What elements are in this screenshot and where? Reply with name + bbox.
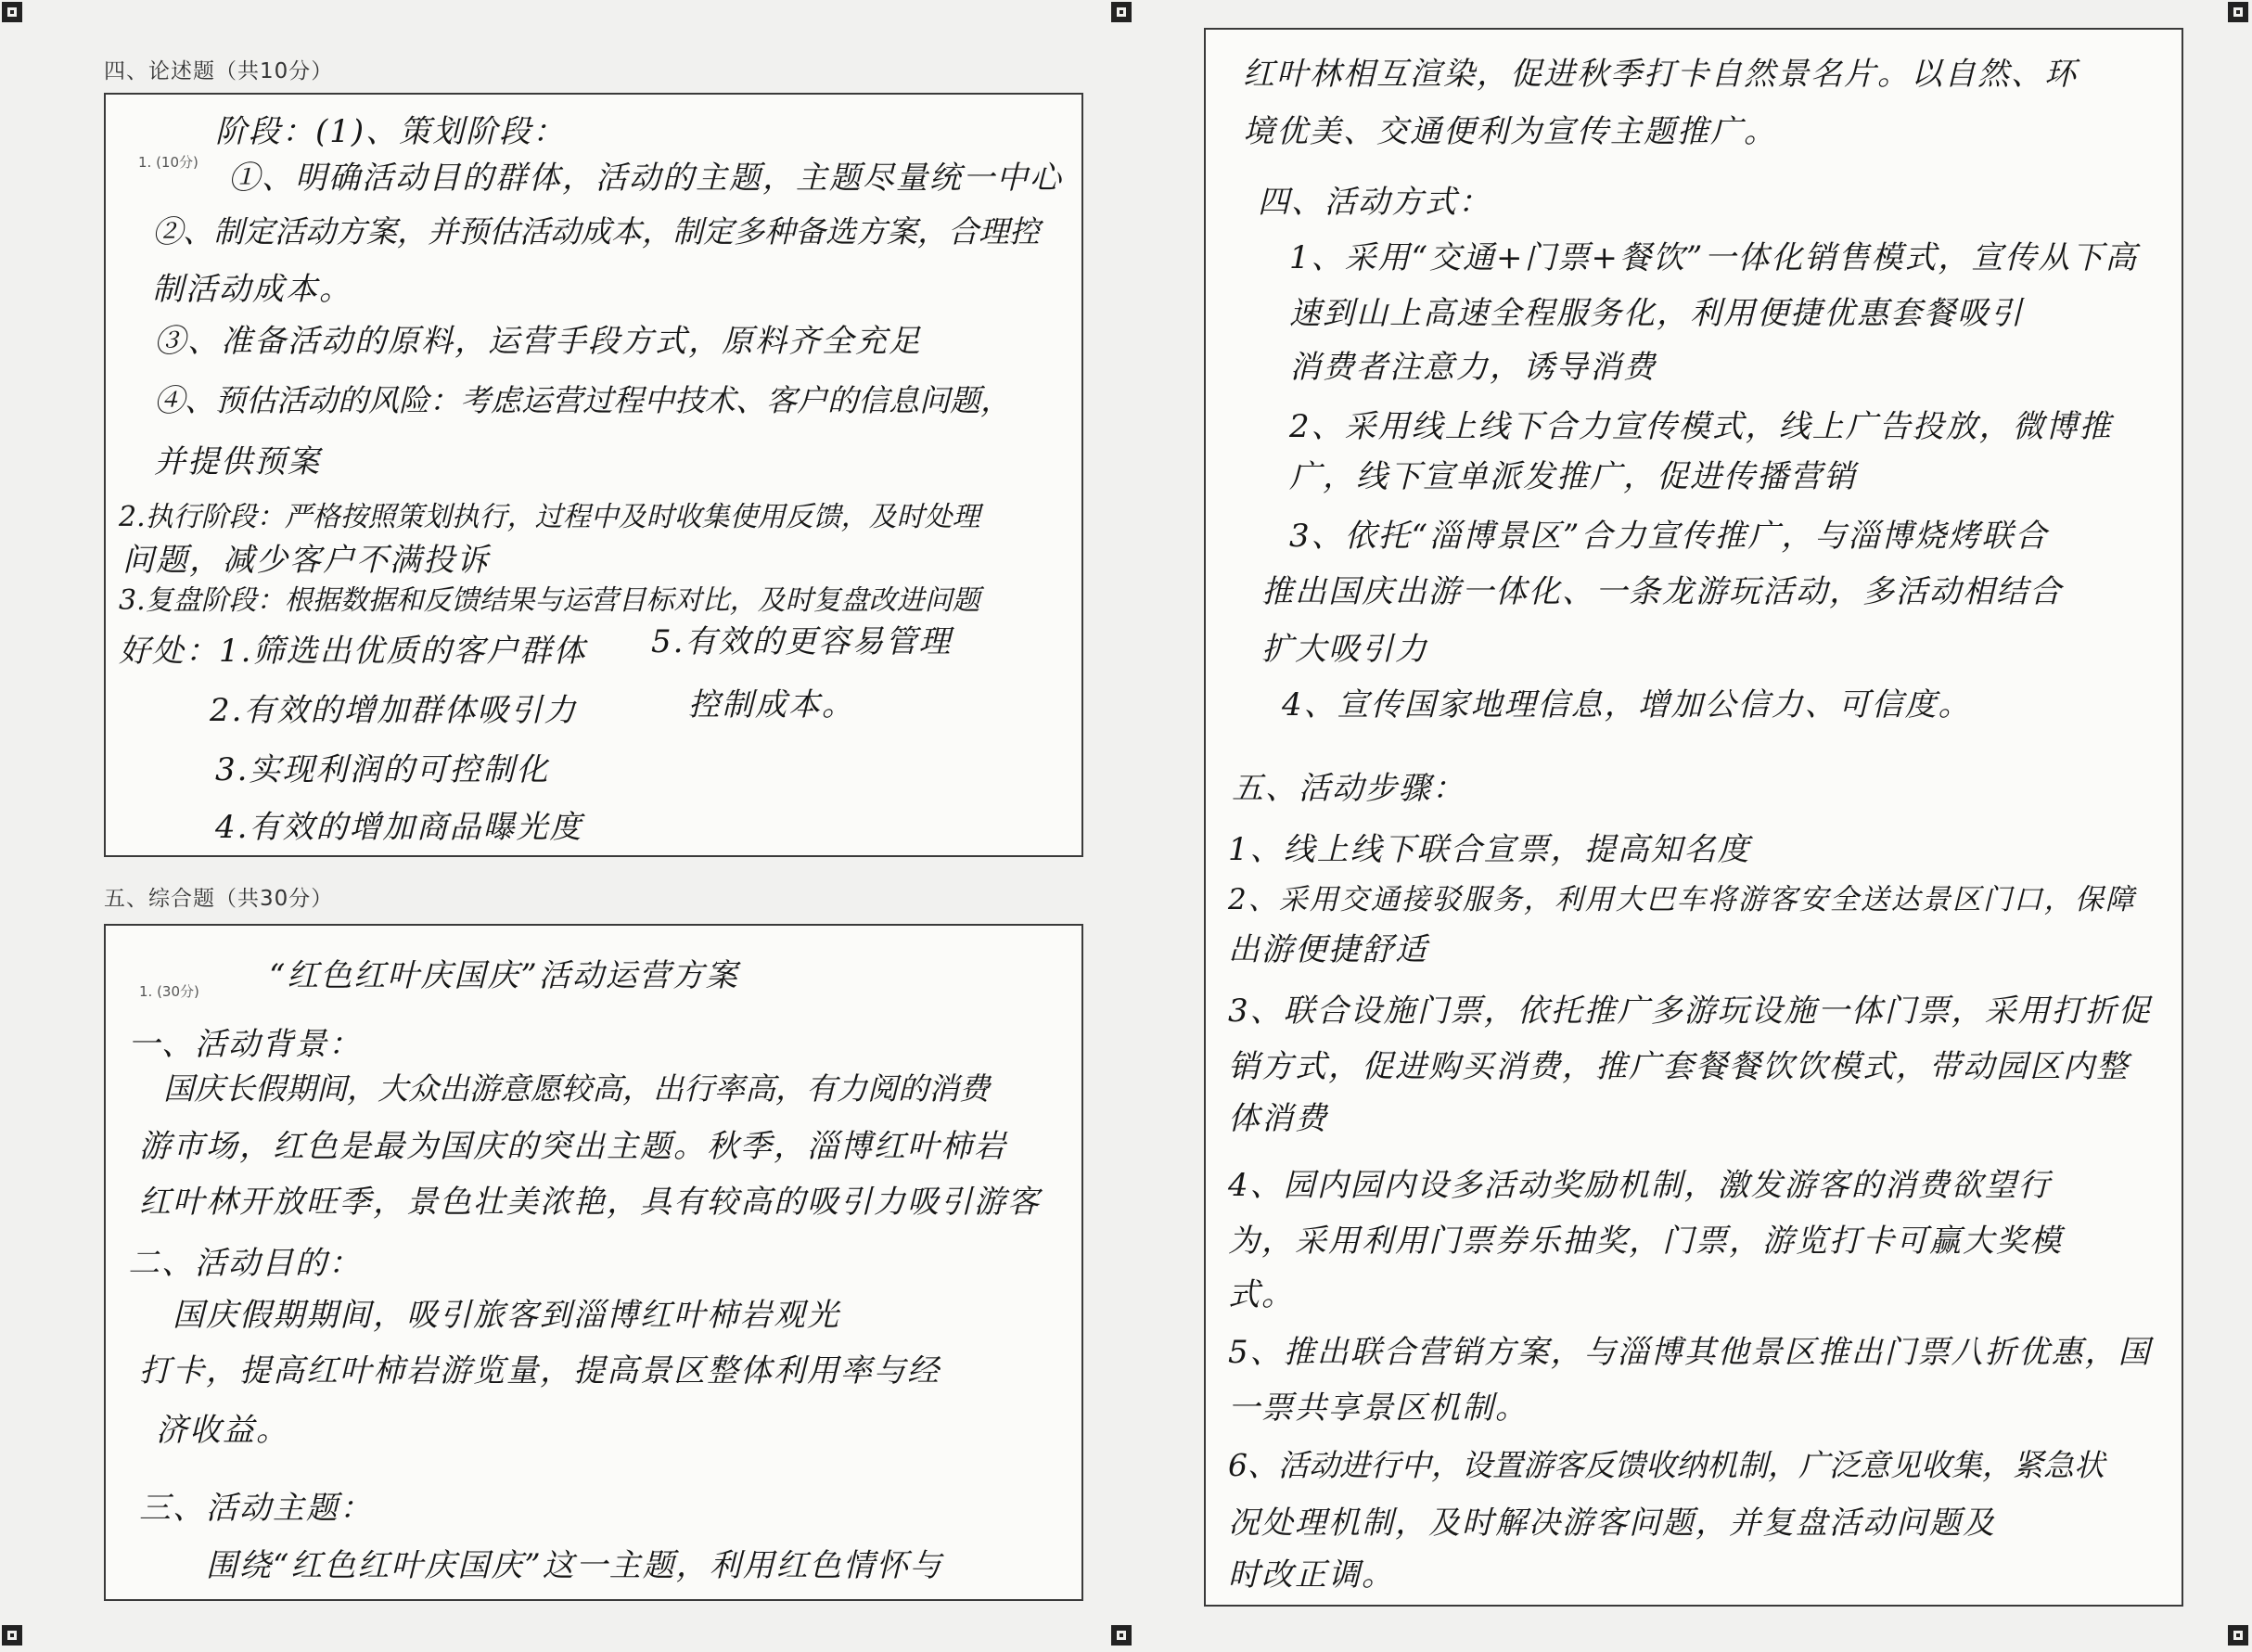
- handwriting-line: 一、活动背景：: [128, 1026, 362, 1063]
- handwriting-line: 1、采用“交通+门票+餐饮”一体化销售模式，宣传从下高: [1289, 239, 2139, 276]
- handwriting-line: 4、园内园内设多活动奖励机制，激发游客的消费欲望行: [1228, 1167, 2052, 1204]
- handwriting-line: 体消费: [1228, 1100, 1328, 1137]
- handwriting-line: 控制成本。: [688, 686, 855, 724]
- question-label: 1. (30分): [139, 983, 199, 1000]
- handwriting-line: 况处理机制，及时解决游客问题，并复盘活动问题及: [1228, 1505, 1996, 1542]
- handwriting-line: 2.有效的增加群体吸引力: [210, 692, 578, 729]
- handwriting-line: 4.有效的增加商品曝光度: [215, 809, 583, 846]
- handwriting-line: 6、活动进行中，设置游客反馈收纳机制，广泛意见收集，紧急状: [1228, 1447, 2105, 1483]
- corner-marker-bottom-middle: [1111, 1625, 1132, 1646]
- corner-marker-top-middle: [1111, 2, 1132, 22]
- handwriting-line: 2.执行阶段：严格按照策划执行，过程中及时收集使用反馈，及时处理: [119, 501, 980, 533]
- handwriting-line: 境优美、交通便利为宣传主题推广。: [1243, 113, 1777, 150]
- handwriting-line: 国庆长假期间，大众出游意愿较高，出行率高，有力阅的消费: [163, 1070, 990, 1107]
- handwriting-line: ①、明确活动目的群体，活动的主题，主题尽量统一中心: [228, 160, 1063, 197]
- handwriting-line: 销方式，促进购买消费，推广套餐餐饮饮模式，带动园区内整: [1228, 1048, 2130, 1085]
- corner-marker-bottom-right: [2228, 1625, 2248, 1646]
- corner-marker-bottom-left: [2, 1625, 22, 1646]
- handwriting-line: 广，线下宣单派发推广，促进传播营销: [1289, 458, 1857, 495]
- handwriting-line: 四、活动方式：: [1258, 184, 1491, 221]
- handwriting-line: ③、准备活动的原料，运营手段方式，原料齐全充足: [154, 323, 922, 360]
- handwriting-line: 时改正调。: [1228, 1556, 1395, 1594]
- handwriting-line: 好处：1.筛选出优质的客户群体: [119, 633, 587, 670]
- section4-title: 四、论述题（共10分）: [104, 59, 334, 83]
- handwriting-line: 济收益。: [156, 1412, 289, 1449]
- handwriting-line: 4、宣传国家地理信息，增加公信力、可信度。: [1282, 686, 1972, 724]
- handwriting-line: 式。: [1228, 1276, 1295, 1313]
- handwriting-line: 游市场，红色是最为国庆的突出主题。秋季，淄博红叶柿岩: [139, 1128, 1007, 1165]
- corner-marker-top-left: [2, 2, 22, 22]
- handwriting-line: “红色红叶庆国庆”活动运营方案: [269, 957, 739, 994]
- question-label: 1. (10分): [138, 154, 198, 171]
- handwriting-line: 制活动成本。: [152, 271, 352, 308]
- handwriting-line: 消费者注意力，诱导消费: [1289, 349, 1657, 386]
- handwriting-line: 为，采用利用门票券乐抽奖，门票，游览打卡可赢大奖模: [1228, 1223, 2063, 1260]
- handwriting-line: 三、活动主题：: [139, 1490, 373, 1527]
- section5-title: 五、综合题（共30分）: [104, 887, 334, 911]
- handwriting-line: 3.实现利润的可控制化: [215, 751, 550, 788]
- handwriting-line: 并提供预案: [154, 443, 321, 480]
- handwriting-line: 2、采用交通接驳服务，利用大巴车将游客安全送达景区门口，保障: [1228, 883, 2136, 916]
- handwriting-line: 问题，减少客户不满投诉: [122, 542, 490, 579]
- continuation-answer-box: [1204, 28, 2183, 1607]
- handwriting-line: 围绕“红色红叶庆国庆”这一主题，利用红色情怀与: [206, 1547, 943, 1584]
- handwriting-line: 五、活动步骤：: [1232, 770, 1465, 807]
- corner-marker-top-right: [2228, 2, 2248, 22]
- handwriting-line: 阶段：(1)、策划阶段：: [215, 113, 567, 150]
- handwriting-line: 5.有效的更容易管理: [651, 623, 953, 660]
- handwriting-line: 扩大吸引力: [1261, 631, 1428, 668]
- handwriting-line: 3、依托“淄博景区”合力宣传推广，与淄博烧烤联合: [1289, 518, 2049, 555]
- handwriting-line: 速到山上高速全程服务化，利用便捷优惠套餐吸引: [1289, 295, 2024, 332]
- handwriting-line: 出游便捷舒适: [1228, 931, 1428, 968]
- handwriting-line: 红叶林相互渲染，促进秋季打卡自然景名片。以自然、环: [1243, 56, 2078, 93]
- handwriting-line: 3、联合设施门票，依托推广多游玩设施一体门票，采用打折促: [1228, 992, 2152, 1030]
- section4-answer-box: [104, 93, 1083, 857]
- handwriting-line: 1、线上线下联合宣票，提高知名度: [1228, 831, 1751, 868]
- handwriting-line: 推出国庆出游一体化、一条龙游玩活动，多活动相结合: [1261, 573, 2063, 610]
- handwriting-line: 5、推出联合营销方案，与淄博其他景区推出门票八折优惠，国: [1228, 1334, 2152, 1371]
- handwriting-line: 一票共享景区机制。: [1228, 1389, 1529, 1427]
- handwriting-line: 二、活动目的：: [128, 1245, 362, 1282]
- handwriting-line: ④、预估活动的风险：考虑运营过程中技术、客户的信息问题，: [154, 382, 1011, 418]
- handwriting-line: 红叶林开放旺季，景色壮美浓艳，具有较高的吸引力吸引游客: [139, 1184, 1041, 1221]
- handwriting-line: ②、制定活动方案，并预估活动成本，制定多种备选方案，合理控: [152, 213, 1040, 250]
- handwriting-line: 3.复盘阶段：根据数据和反馈结果与运营目标对比，及时复盘改进问题: [119, 584, 980, 617]
- handwriting-line: 国庆假期期间，吸引旅客到淄博红叶柿岩观光: [173, 1297, 840, 1334]
- section5-answer-box: [104, 924, 1083, 1601]
- handwriting-line: 2、采用线上线下合力宣传模式，线上广告投放，微博推: [1289, 408, 2113, 445]
- handwriting-line: 打卡，提高红叶柿岩游览量，提高景区整体利用率与经: [139, 1352, 940, 1389]
